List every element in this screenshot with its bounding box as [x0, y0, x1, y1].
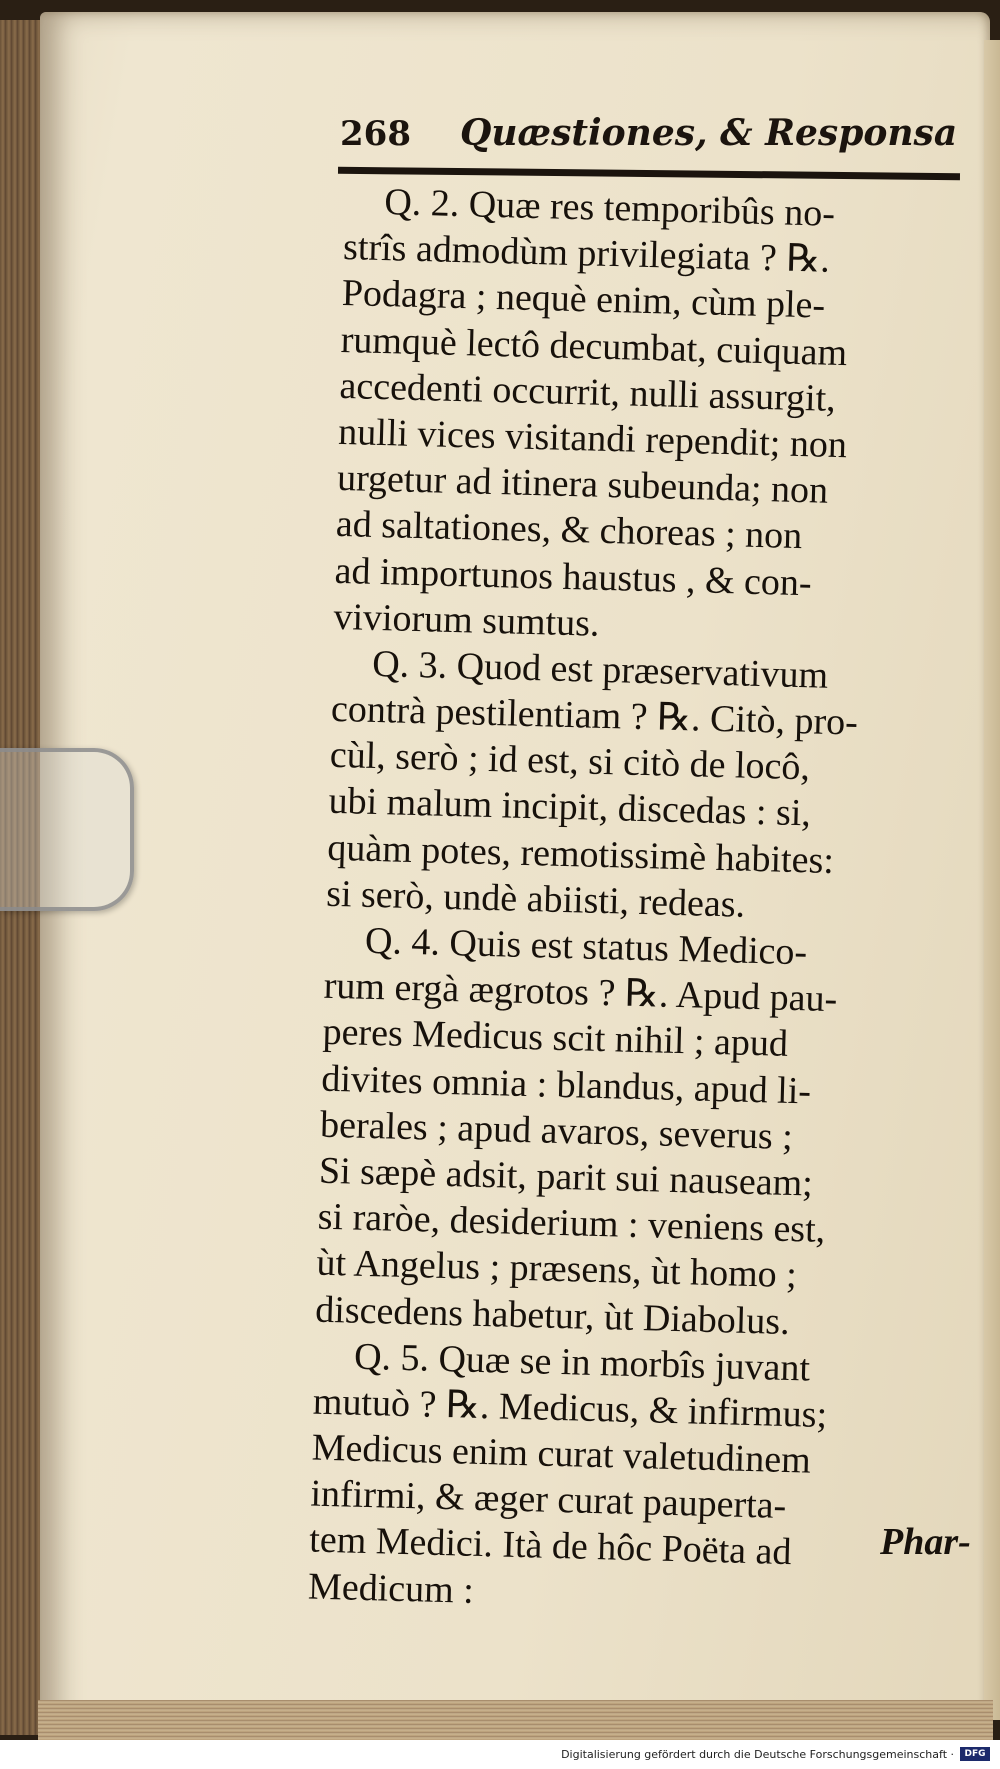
text-line: Si sæpè adsit, parit sui nauseam; — [318, 1149, 814, 1205]
page-stack-bottom — [38, 1700, 993, 1740]
text-line: divites omnia : blandus, apud li- — [320, 1057, 812, 1113]
text-line: peres Medicus scit nihil ; apud — [322, 1011, 789, 1066]
text-line: strîs admodùm privilegiata ? ℞. — [342, 226, 831, 281]
text-line: contrà pestilentiam ? ℞. Citò, pro- — [330, 687, 859, 744]
text-line: urgetur ad itinera subeunda; non — [336, 457, 829, 512]
text-line: Medicus enim curat valetudinem — [311, 1426, 812, 1482]
catchword: Phar- — [880, 1521, 971, 1563]
credit-bar — [0, 1740, 1000, 1769]
text-line: rumquè lectô decumbat, cuiquam — [340, 318, 848, 374]
running-head: Quæstiones, & Responsa — [460, 112, 958, 154]
text-line: Q. 3. Quod est præservativum — [371, 642, 829, 697]
text-line: si raròe, desiderium : veniens est, — [317, 1195, 826, 1252]
body-text — [308, 178, 985, 1626]
page-number: 268 — [340, 114, 411, 154]
page-header — [340, 108, 960, 168]
text-line: ad importunos haustus , & con- — [334, 549, 813, 604]
text-line: rum ergà ægrotos ? ℞. Apud pau- — [323, 964, 838, 1021]
text-line: Q. 4. Quis est status Medico- — [364, 919, 808, 974]
text-line: Medicum : — [307, 1565, 475, 1612]
text-line: cùl, serò ; id est, si citò de locô, — [329, 734, 811, 789]
funding-credit: Digitalisierung gefördert durch die Deutsche Forschungsgemeinschaft · — [561, 1748, 954, 1761]
text-line: viviorum sumtus. — [332, 595, 601, 645]
dfg-logo: DFG — [960, 1747, 990, 1761]
text-line: accedenti occurrit, nulli assurgit, — [339, 364, 837, 420]
text-line: Podagra ; nequè enim, cùm ple- — [341, 272, 826, 327]
text-line: ùt Angelus ; præsens, ùt homo ; — [316, 1241, 798, 1297]
text-line: si serò, undè abiisti, redeas. — [325, 872, 746, 926]
text-line: ad saltationes, & choreas ; non — [335, 503, 803, 558]
page-right-edge — [984, 40, 1000, 1720]
text-line: quàm potes, remotissimè habites: — [326, 826, 835, 882]
text-line: ubi malum incipit, discedas : si, — [328, 780, 812, 835]
text-line: infirmi, & æger curat pauperta- — [309, 1472, 787, 1528]
page-clip — [0, 748, 134, 911]
text-line: Q. 2. Quæ res temporibûs no- — [383, 181, 836, 235]
text-line: discedens habetur, ùt Diabolus. — [314, 1288, 791, 1343]
text-line: mutuò ? ℞. Medicus, & infirmus; — [312, 1380, 828, 1436]
text-line: Q. 5. Quæ se in morbîs juvant — [353, 1335, 811, 1390]
text-line: tem Medici. Ità de hôc Poëta ad — [308, 1518, 792, 1574]
text-line: berales ; apud avaros, severus ; — [319, 1103, 794, 1158]
text-line: nulli vices visitandi rependit; non — [337, 410, 848, 467]
